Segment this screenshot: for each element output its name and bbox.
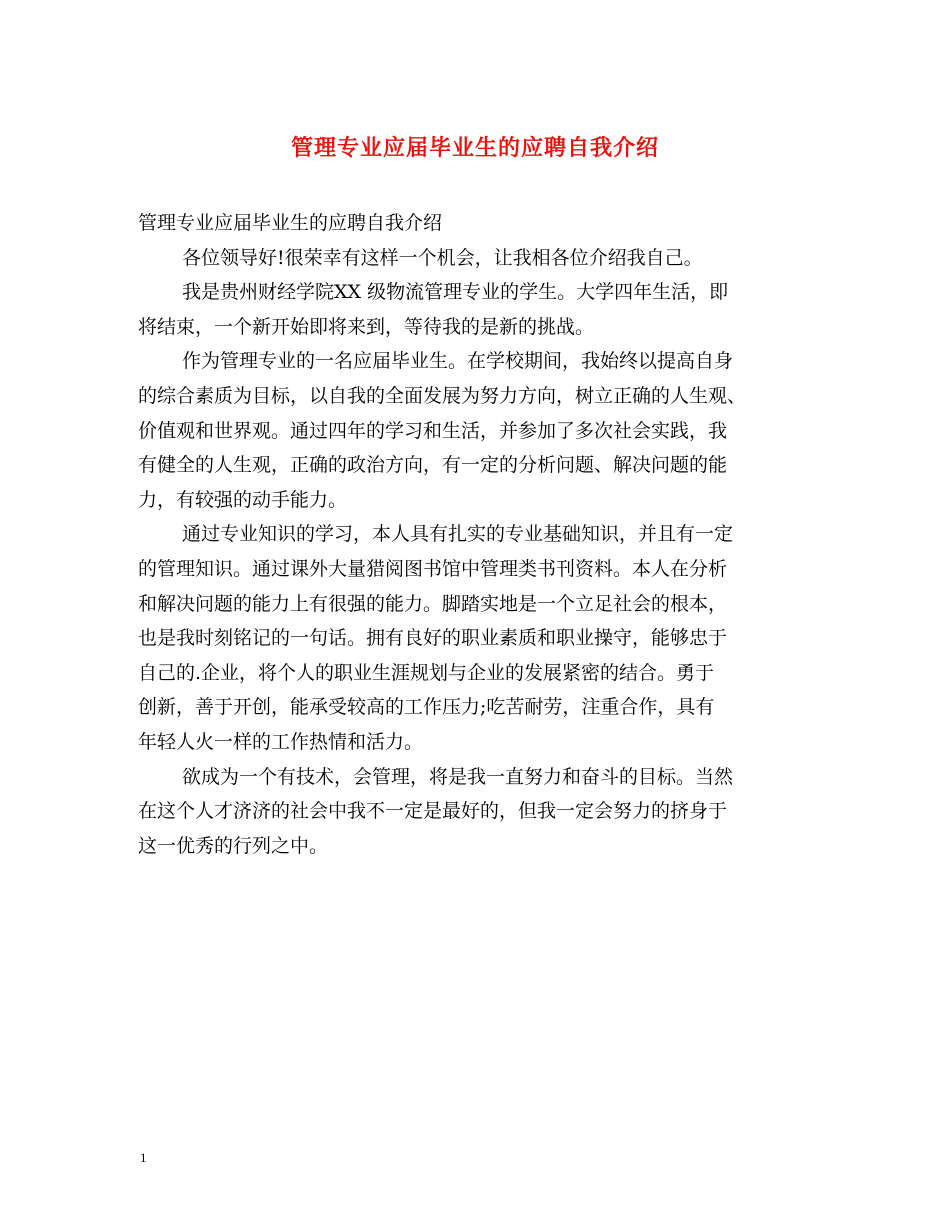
body-line: 我是贵州财经学院XX 级物流管理专业的学生。大学四年生活，即 xyxy=(182,281,729,304)
body-line: 通过专业知识的学习，本人具有扎实的专业基础知识，并且有一定 xyxy=(182,523,734,546)
page-number: 1 xyxy=(140,1150,147,1165)
body-line: 这一优秀的行列之中。 xyxy=(138,834,329,857)
body-line: 欲成为一个有技术，会管理，将是我一直努力和奋斗的目标。当然 xyxy=(182,765,734,788)
body-line: 作为管理专业的一名应届毕业生。在学校期间，我始终以提高自身 xyxy=(182,350,734,373)
body-line: 有健全的人生观，正确的政治方向，有一定的分析问题、解决问题的能 xyxy=(138,454,728,477)
body-line: 的综合素质为目标，以自我的全面发展为努力方向，树立正确的人生观、 xyxy=(138,384,747,407)
body-line: 将结束，一个新开始即将来到，等待我的是新的挑战。 xyxy=(138,315,595,338)
body-line: 在这个人才济济的社会中我不一定是最好的，但我一定会努力的挤身于 xyxy=(138,800,728,823)
body-line: 和解决问题的能力上有很强的能力。脚踏实地是一个立足社会的根本， xyxy=(138,592,728,615)
document-title: 管理专业应届毕业生的应聘自我介绍 xyxy=(290,135,659,161)
body-line-subtitle: 管理专业应届毕业生的应聘自我介绍 xyxy=(138,212,443,234)
body-line: 创新，善于开创，能承受较高的工作压力;吃苦耐劳，注重合作，具有 xyxy=(138,696,715,719)
document-body xyxy=(138,206,818,863)
body-line: 也是我时刻铭记的一句话。拥有良好的职业素质和职业操守，能够忠于 xyxy=(138,627,728,650)
body-line: 价值观和世界观。通过四年的学习和生活，并参加了多次社会实践，我 xyxy=(138,419,728,442)
body-line: 自己的.企业，将个人的职业生涯规划与企业的发展紧密的结合。勇于 xyxy=(138,661,715,684)
body-line-greeting: 各位领导好!很荣幸有这样一个机会，让我相各位介绍我自己。 xyxy=(182,246,703,269)
body-line: 年轻人火一样的工作热情和活力。 xyxy=(138,730,424,753)
body-line: 力，有较强的动手能力。 xyxy=(138,488,348,511)
body-line: 的管理知识。通过课外大量猎阅图书馆中管理类书刊资料。本人在分析 xyxy=(138,557,728,580)
